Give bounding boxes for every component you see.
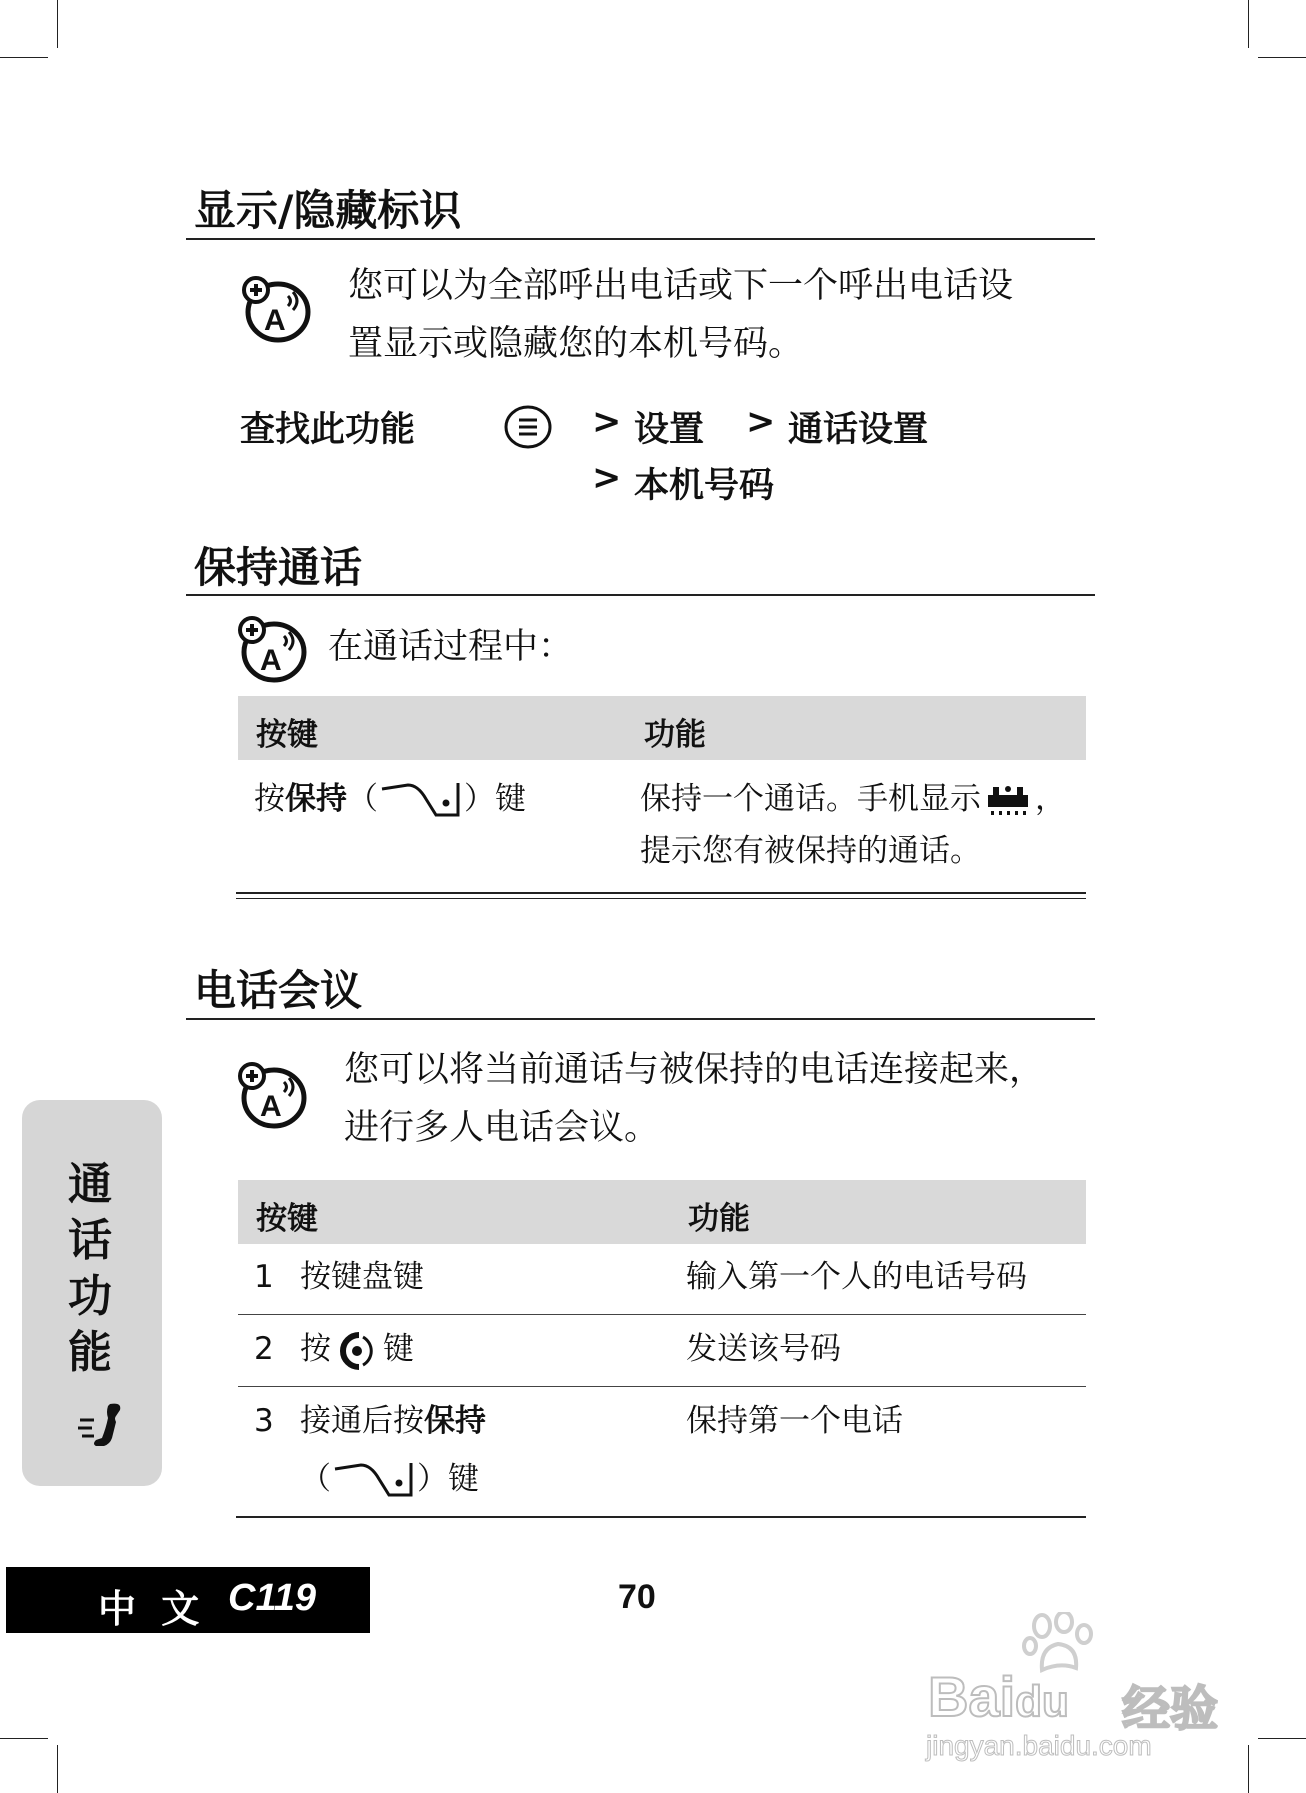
paren-open: （ bbox=[300, 1461, 331, 1497]
footer-language: 中 文 bbox=[98, 1587, 206, 1631]
path-call-settings: 通话设置 bbox=[788, 410, 929, 450]
conference-note-line1: 您可以将当前通话与被保持的电话连接起来， bbox=[344, 1050, 1045, 1090]
conference-row-1-num: 1 bbox=[254, 1259, 274, 1295]
comma: ， bbox=[1035, 781, 1066, 817]
baidu-watermark bbox=[928, 1612, 1258, 1762]
held-call-icon bbox=[985, 781, 1031, 821]
conference-row-2-num: 2 bbox=[254, 1331, 274, 1367]
path-settings: 设置 bbox=[634, 410, 705, 450]
crop-mark bbox=[1258, 1738, 1306, 1739]
side-tab-char: 通 bbox=[68, 1159, 112, 1210]
column-header-function: 功能 bbox=[688, 1201, 750, 1237]
table-bottom-rule bbox=[236, 1516, 1086, 1518]
crop-mark bbox=[57, 0, 58, 48]
hold-key-name: 保持 bbox=[424, 1403, 486, 1439]
network-feature-icon bbox=[240, 276, 312, 344]
table-bottom-double-rule bbox=[236, 892, 1086, 894]
hold-call-intro: 在通话过程中： bbox=[328, 627, 574, 667]
table-bottom-double-rule bbox=[236, 898, 1086, 899]
footer-model: C119 bbox=[228, 1577, 317, 1619]
crop-mark bbox=[57, 1745, 58, 1793]
conference-note-line2: 进行多人电话会议。 bbox=[344, 1108, 660, 1148]
row-divider bbox=[238, 1314, 1086, 1315]
svg-text:A: A bbox=[264, 304, 286, 337]
watermark-url: jingyan.baidu.com bbox=[926, 1730, 1152, 1761]
watermark-brand bbox=[928, 1664, 1069, 1729]
row-divider bbox=[238, 1386, 1086, 1387]
hold-row-function-line2: 提示您有被保持的通话。 bbox=[640, 833, 981, 869]
hold-row-function-line1 bbox=[640, 772, 1066, 826]
conference-row-2-function: 发送该号码 bbox=[686, 1331, 841, 1367]
conference-table-header bbox=[238, 1180, 1086, 1244]
section-divider bbox=[186, 1018, 1095, 1020]
network-feature-icon bbox=[236, 1062, 308, 1130]
caller-id-note-line2: 置显示或隐藏您的本机号码。 bbox=[348, 324, 804, 364]
footer-badge bbox=[6, 1567, 370, 1633]
column-header-key: 按键 bbox=[256, 1201, 318, 1237]
paren-open: （ bbox=[347, 781, 378, 817]
key-prefix: 接通后按 bbox=[300, 1403, 424, 1439]
side-tab-char: 话 bbox=[68, 1215, 112, 1266]
crop-mark bbox=[0, 57, 48, 58]
hold-function-text: 保持一个通话。手机显示 bbox=[640, 781, 981, 817]
conference-row-3-function: 保持第一个电话 bbox=[686, 1403, 903, 1439]
crop-mark bbox=[1258, 57, 1306, 58]
path-separator: > bbox=[592, 402, 622, 442]
key-prefix: 按 bbox=[254, 781, 285, 817]
crop-mark bbox=[0, 1738, 48, 1739]
svg-text:A: A bbox=[260, 644, 282, 677]
path-my-number: 本机号码 bbox=[634, 466, 775, 506]
hold-row-key bbox=[254, 772, 526, 826]
conference-row-3-num: 3 bbox=[254, 1403, 274, 1439]
section-divider bbox=[186, 238, 1095, 240]
side-tab-char: 功 bbox=[68, 1271, 112, 1322]
send-key-icon bbox=[335, 1331, 379, 1371]
conference-row-2-key bbox=[300, 1322, 414, 1376]
call-features-icon bbox=[76, 1398, 136, 1454]
watermark-brand-du: du bbox=[1015, 1677, 1069, 1726]
key-suffix: 键 bbox=[383, 1331, 414, 1367]
menu-key-icon bbox=[502, 403, 554, 451]
path-separator: > bbox=[746, 402, 776, 442]
conference-row-3-key-line2 bbox=[300, 1452, 479, 1506]
section-divider bbox=[186, 594, 1095, 596]
watermark-brand-bai: Bai bbox=[928, 1665, 1016, 1728]
right-soft-key-icon bbox=[378, 779, 464, 823]
key-prefix: 按 bbox=[300, 1331, 331, 1367]
side-tab-char: 能 bbox=[68, 1327, 112, 1378]
section-title-caller-id: 显示/隐藏标识 bbox=[194, 186, 462, 235]
hold-table-header bbox=[238, 696, 1086, 760]
path-separator: > bbox=[592, 458, 622, 498]
column-header-key: 按键 bbox=[256, 717, 318, 753]
paren-close: ）键 bbox=[417, 1461, 479, 1497]
svg-text:A: A bbox=[260, 1090, 282, 1123]
network-feature-icon bbox=[236, 616, 308, 684]
right-soft-key-icon bbox=[331, 1459, 417, 1503]
section-title-conference-call: 电话会议 bbox=[194, 966, 363, 1015]
hold-key-name: 保持 bbox=[285, 781, 347, 817]
conference-row-1-function: 输入第一个人的电话号码 bbox=[686, 1259, 1027, 1295]
page-number: 70 bbox=[618, 1578, 656, 1616]
find-feature-label: 查找此功能 bbox=[240, 410, 416, 450]
conference-row-1-key: 按键盘键 bbox=[300, 1259, 424, 1295]
conference-row-3-key-line1 bbox=[300, 1394, 486, 1448]
watermark-jingyan: 经验 bbox=[1122, 1681, 1219, 1737]
paren-close: ）键 bbox=[464, 781, 526, 817]
column-header-function: 功能 bbox=[644, 717, 706, 753]
section-title-hold-call: 保持通话 bbox=[194, 543, 363, 592]
caller-id-note-line1: 您可以为全部呼出电话或下一个呼出电话设 bbox=[348, 266, 1014, 306]
side-tab bbox=[22, 1100, 162, 1486]
crop-mark bbox=[1248, 0, 1249, 48]
